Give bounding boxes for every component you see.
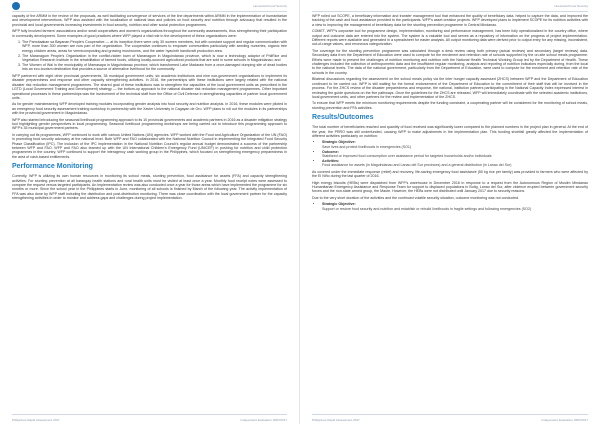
footer-right-text: Independent Evaluation WFP/2017 xyxy=(541,418,588,422)
list-item-title: Outcome: xyxy=(322,149,339,154)
paragraph: COMET, WFP's corporate tool for programme design, implementation, monitoring and performance management, has been fully operationalized in the country office, where output and outcome data are entered into the system. The system is a valuable tool and serves as a repository of information on the progress of project implementation. Different reports were available and generated in a spreadsheet for easier analysis. All output monitoring data were derived prior to output entry for any missing, inconsistent, out-of-range values, and erroneous categorization. xyxy=(312,29,588,47)
list-item-title: Strategic Objective: xyxy=(322,202,356,207)
right-page-footer xyxy=(312,414,588,422)
right-header-text: Household Food Security xyxy=(554,4,588,8)
paragraph: capacity of the ARMM in the review of the proposals, as well facilitating convergence of services of the line departments within ARMM in the implementation of humanitarian and development interventions. WFP also assisted with the localization of national laws and policies on food security and nutrition through advocacy that resulted in the provincial and local governments increasing investments in food security, nutrition and other social protection programmes. xyxy=(12,14,287,27)
section-title-performance-monitoring: Performance Monitoring xyxy=(12,163,93,171)
list-item xyxy=(322,202,588,211)
paragraph: WFP partnered with eight other provincial governments, 38 municipal government units, six academic institutions and nine non-government organizations to implement its disaster preparedness and response and other capacity strengthening activities. In 2016, the partnerships with these institutions were largely related with the national disaster risk reduction management programmes. The shared goal of these institutions was to strengthen the capacities of the local government units as prescribed in the LGTD (Local Government Training and Development) strategy — the bottom-up approach to the national disaster risk reduction management programmes. Other important operational processes in these partnerships was the involvement of the technical staff from the Office of Civil Defense in strengthening capacities of partner local government units. xyxy=(12,73,287,100)
list-item: 1. The Pamulaakan sa Bayanan People's Cooperative — at its inception there were only 30 women members, but with constant support and regular communication with WFP, more than 300 women are now part of the organization. The cooperative continues to empower communities particularly with seeding nurseries, organic tree energy chicken areas, areas for vermicomposting and growing mushrooms, and the water hyacinth handicraft production area. xyxy=(22,40,287,53)
list-item: 3. The Women of Wai in the municipality of Mamasapa in Maguindanao province, which transformed Lake Madaraw from a once-damaged dumping site of dead bodies into an eco-tourism destination that provides a source of alternative livelihood for the community. xyxy=(22,63,287,72)
paragraph: The coverage for the stunting prevention programme was calculated through a desk review using both primary (actual reviews) and secondary (target reviews) data. Secondary data from the Department of Education were used to compute for the enrolment and retention rate of schools supported by the on-site school meals programme. Efforts were made to present the challenges of nutrition monitoring and nutrition with the National Health Technical Working Group led by the Department of Health. These challenges included the collection of anthropometric data and the insufficient regular monitoring, analysis and reporting of nutrition indicators especially during, from the local to the national levels. The data of the national government, particularly from the Department of Education, were used to compute for the enrolment and retention rate of the schools in the country. xyxy=(312,48,588,75)
paragraph: As covered under the immediate response (relief) and recovery, life-saving emergency food assistance (50 kg rice per family) was provided to farmers who were affected by the El Niño during the last quarter of 2016. xyxy=(312,169,588,179)
left-page-header xyxy=(12,3,287,9)
paragraph: WFP also started introducing the seasonal livelihood programming approach to its 10 provincial governments and academic partners in 2016 as a disaster mitigation strategy tool highlighting gender perspectives in local programming. Seasonal livelihood programming workshops are being carried out to introduce this programming approach to WFP's 35 municipal government partners. xyxy=(12,117,288,131)
list-item-text: Save lives and protect livelihoods in emergencies (SO1) xyxy=(322,144,412,149)
right-page xyxy=(300,0,600,424)
wfp-logo-icon xyxy=(12,2,20,10)
list-item-text: Stabilized or improved food consumption over assistance period for targeted households and/or individuals xyxy=(322,154,492,159)
list-item-text: Food assistance for assets (in Maguindanao and Lanao del Sur provinces) and a general distribution (in Lanao del Sur) xyxy=(322,163,512,168)
right-page-header xyxy=(312,3,588,9)
list-item-title: Strategic Objective: xyxy=(322,140,356,145)
paragraph: WFP rolled out SCOPE, a beneficiary information and transfer management tool that enhanced the quality of beneficiary data, helped to capture the data, and improved the tracking of the cash and food assistance provided to the participants. WFP's asset creation projects. WFP developed plans to implement SCOPE for its nutrition activities with a view to improving the management of beneficiary data for the stunting prevention programme in Central Mindanao. xyxy=(312,14,588,27)
paragraph: Currently, WFP is utilizing its own human resources in monitoring its school meals, stunting prevention, food assistance for assets (FFA) and capacity strengthening activities. For stunting prevention at all barangay health stations and rural health units must be visited at least once a year. Monthly food receipt notes were assessed to compare the request versus targeted participants. An implementation review was also conducted once a year for those areas which have implemented the programme for six months or more. Since the school year in the Philippines starts in June, monitoring of all schools is finished by March of the following year. The activity implementation of FFA was also done by WFP staff including the distribution and post-distribution monitoring. There was close coordination with the local government partner for the capacity strengthening activities in order to monitor and address gaps and challenges during project implementation. xyxy=(12,174,287,201)
footer-left-text: Philippines Rapid Assessment 2017 xyxy=(12,418,60,422)
list-item xyxy=(322,140,588,149)
good-practices-list xyxy=(12,40,287,72)
left-header-text: Household Food Security xyxy=(253,4,287,8)
list-item xyxy=(322,159,588,168)
paragraph: In carrying out its programmes, WFP continued to work with various United Nations (UN) agencies. WFP worked with the Food and Agriculture Organization of the UN (FAO) in promoting food security advocacy at the national level. Both WFP and FAO collaborated with the National Nutrition Council in implementing the Integrated Food Security Phase Classification (IPC). The inclusion of the IPC implementation in the National Nutrition Council's regular annual budget demonstrated a success of the partnership between WFP and FAO. WFP and FAO also teamed up with the UN International Children's Emergency Fund (UNICEF) in pushing for nutrition and child protection programmes in the country. WFP continued to support the interagency cash working group in the Philippines, which focused on strengthening emergency preparedness in the area of cash-based entitlements. xyxy=(12,132,287,159)
outcome-list-2 xyxy=(312,202,588,211)
footer-right-text: Independent Evaluation WFP/2017 xyxy=(240,418,287,422)
paragraph: The total number of beneficiaries reached and quantity of food received was significantly lower compared to the planned numbers in the project plan in general. At the end of the year, the PRRO was still underfunded, causing WFP to make adjustments in the implementation plan. This funding shortfall greatly affected the implementation of different activities particularly on nutrition: xyxy=(312,125,588,138)
paragraph: High energy biscuits (HEBs) were dispatched from WFP's warehouse in December 2016 in response to a request from the Autonomous Region of Muslim Mindanao Humanitarian Emergency Assistance and Response Team for support to displaced populations in Butig, Lanao del Sur, after violence erupted between government security forces and the non-state armed group, the Maute. However, the HEBs were not distributed until January 2017 due to security reasons. xyxy=(312,180,588,194)
outcome-list xyxy=(312,140,588,167)
right-header-rule xyxy=(312,11,588,12)
left-header-rule xyxy=(12,11,287,12)
paragraph: As for gender mainstreaming WFP developed training modules incorporating gender analysis into food security and nutrition analysis. In 2016, these modules were piloted in an emergency food security assessment training workshop in partnership with the Xavier University in Cagayan de Oro. WFP plans to roll out the modules in its partnerships with the provincial government in Maguindanao. xyxy=(12,102,287,116)
footer-left-text: Philippines Rapid Assessment 2017 xyxy=(312,418,360,422)
paragraph: Bilateral discussions regarding the assessment on the school meals policy via the inter hunger capacity assessed (ZHCS) between WFP and the Department of Education continued to be carried out. WFP is still waiting for the formal endorsement of the Department of Education to the commitment of their staff that will be involved in the process. For the ZHCS review of the disaster preparedness and response, the national, institution partners participating in the National Capacity Index expressed interest in reviewing the guide questions on the five pathways. Once the guidelines for the ZHCS are released, WFP will immediately coordinate with the selected academic institutions, local government units, and other partners for the review and implementation of the ZHCS. xyxy=(312,77,588,99)
list-item: 2. The Maranagum People's Organization in the conflict-ridden town of Maranagum in Maguindanao province, which is now a technology adaptor of PhilRice and Vegetation Research Institute in the rehabilitation of farmed foods, utilizing locally-sourced agricultural products that are sold in some schools in Maguindanao; and xyxy=(22,54,287,63)
paragraph: To ensure that WFP meets the minimum monitoring requirements despite the funding constraint, a cooperating partner will be considered for the monitoring of school meals, stunting prevention and FFA activities. xyxy=(312,101,588,110)
section-title-results-outcomes: Results/Outcomes xyxy=(312,114,374,122)
paragraph: Due to the very short duration of the activities and the continued volatile security situation, outcome monitoring was not conducted. xyxy=(312,195,520,200)
list-item-title: Activities: xyxy=(322,158,340,163)
list-item xyxy=(322,150,588,159)
paragraph: WFP fully involved farmers' associations and/or small cooperatives and women's organizations throughout the community assessments, thus strengthening their participation in community development. Some examples of good practices where WFP played a vital role in the development of these organizations were: xyxy=(12,29,287,38)
list-item-text: Support or restore food security and nutrition and establish or rebuild livelihoods in fragile settings and following emergencies (SO2) xyxy=(322,206,532,211)
left-page-footer xyxy=(12,414,287,422)
